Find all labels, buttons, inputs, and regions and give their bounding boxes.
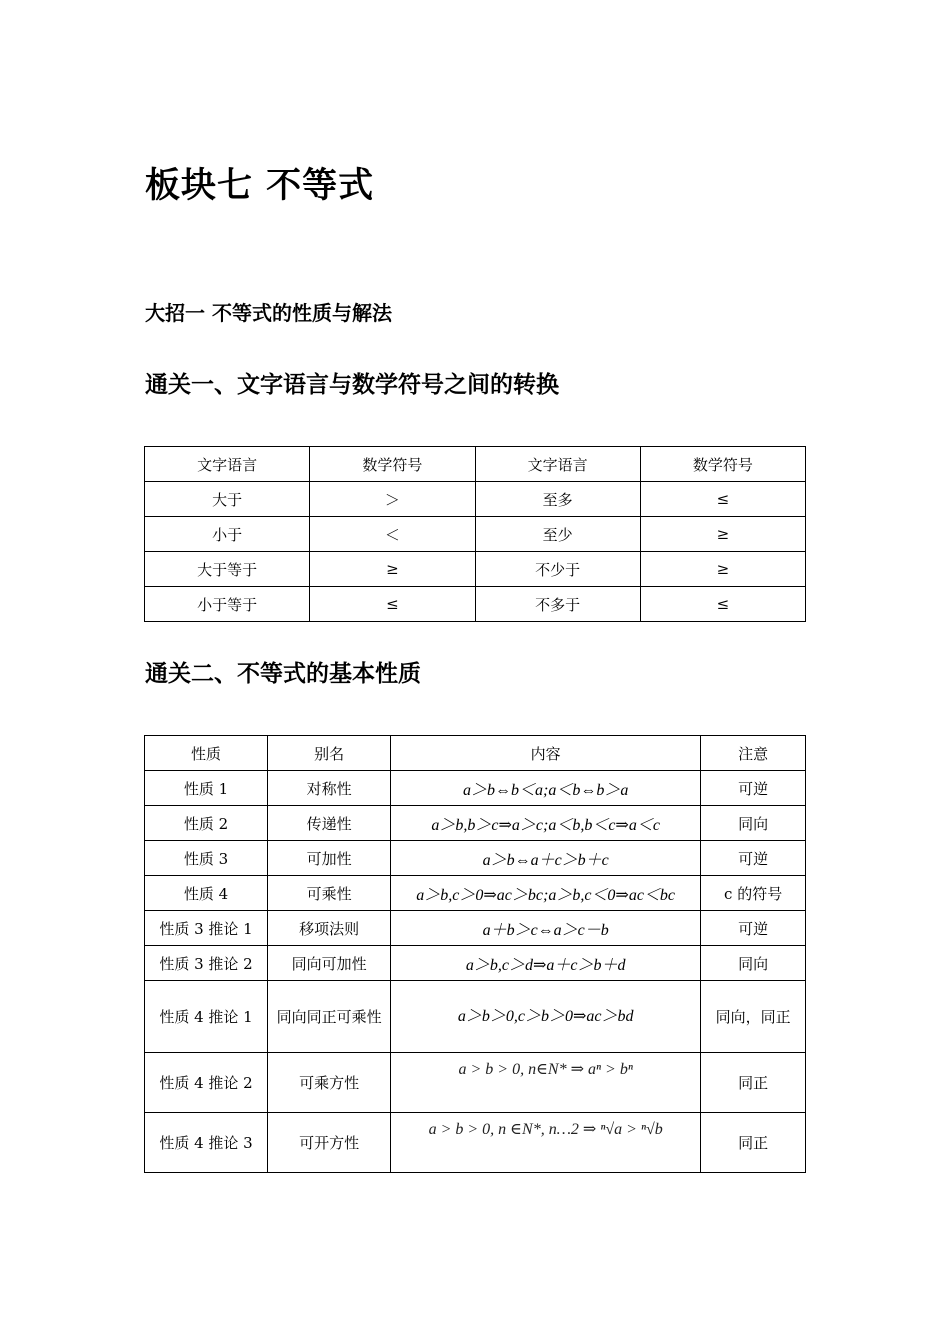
header-cell: 别名 <box>268 736 391 771</box>
table-cell: 传递性 <box>268 806 391 841</box>
table-cell: 性质 4 <box>145 876 268 911</box>
table-cell: ≤ <box>640 587 805 622</box>
table-cell: 大于 <box>145 482 310 517</box>
heading-properties: 通关二、不等式的基本性质 <box>145 661 421 687</box>
table-cell: 性质 4 推论 3 <box>145 1113 268 1173</box>
formula-image: a > b > 0, n∈N* ⇒ aⁿ > bⁿ <box>458 1060 633 1078</box>
table-row <box>145 911 806 946</box>
table-cell: 可乘性 <box>268 876 391 911</box>
header-cell: 文字语言 <box>475 447 640 482</box>
header-cell: 数学符号 <box>640 447 805 482</box>
formula-cell <box>391 1113 701 1173</box>
formula-image: a > b > 0, n ∈N*, n…2 ⇒ ⁿ√a > ⁿ√b <box>428 1120 663 1138</box>
table-row <box>145 981 806 1053</box>
formula-cell: a＞b,c＞d⇒a＋c＞b＋d <box>391 946 701 981</box>
table-cell: 性质 3 推论 1 <box>145 911 268 946</box>
table-cell: 大于等于 <box>145 552 310 587</box>
table-cell: 性质 3 <box>145 841 268 876</box>
table-cell: 性质 2 <box>145 806 268 841</box>
conversion-table <box>144 446 806 622</box>
table-cell: ＜ <box>310 517 475 552</box>
header-cell: 内容 <box>391 736 701 771</box>
properties-table <box>144 735 806 1173</box>
table-cell: c 的符号 <box>701 876 806 911</box>
table-cell: 可加性 <box>268 841 391 876</box>
table-row <box>145 771 806 806</box>
table-row <box>145 1113 806 1173</box>
table-cell: 性质 4 推论 1 <box>145 981 268 1053</box>
table-cell: 可逆 <box>701 841 806 876</box>
table-cell: ≥ <box>310 552 475 587</box>
table-cell: 不多于 <box>475 587 640 622</box>
table-row <box>145 1053 806 1113</box>
table-cell: 同向同正可乘性 <box>268 981 391 1053</box>
formula-cell: a＞b,b＞c⇒a＞c;a＜b,b＜c⇒a＜c <box>391 806 701 841</box>
table-cell: 不少于 <box>475 552 640 587</box>
table-cell: 至少 <box>475 517 640 552</box>
table-cell: 小于 <box>145 517 310 552</box>
table-row <box>145 876 806 911</box>
table-cell: 同正 <box>701 1113 806 1173</box>
table-cell: ≥ <box>640 552 805 587</box>
table-cell: ≤ <box>640 482 805 517</box>
table-cell: 同向 <box>701 946 806 981</box>
table-cell: 可逆 <box>701 911 806 946</box>
formula-cell: a＞b⇔a＋c＞b＋c <box>391 841 701 876</box>
heading-conversion: 通关一、文字语言与数学符号之间的转换 <box>145 372 559 398</box>
page-title: 板块七 不等式 <box>145 166 375 206</box>
table-row <box>145 587 806 622</box>
table-row <box>145 806 806 841</box>
table-cell: 可乘方性 <box>268 1053 391 1113</box>
table-row <box>145 517 806 552</box>
table-row <box>145 841 806 876</box>
formula-cell: a＞b,c＞0⇒ac＞bc;a＞b,c＜0⇒ac＜bc <box>391 876 701 911</box>
section-heading: 大招一 不等式的性质与解法 <box>145 301 392 325</box>
formula-cell: a＋b＞c⇔a＞c－b <box>391 911 701 946</box>
table-cell: 可逆 <box>701 771 806 806</box>
table-row <box>145 482 806 517</box>
table-row <box>145 946 806 981</box>
table-cell: 对称性 <box>268 771 391 806</box>
header-cell: 注意 <box>701 736 806 771</box>
table-cell: 同向，同正 <box>701 981 806 1053</box>
table-cell: 小于等于 <box>145 587 310 622</box>
formula-cell: a＞b⇔b＜a;a＜b⇔b＞a <box>391 771 701 806</box>
header-cell: 性质 <box>145 736 268 771</box>
formula-cell: a＞b＞0,c＞b＞0⇒ac＞bd <box>391 981 701 1053</box>
table-cell: 同正 <box>701 1053 806 1113</box>
table-cell: ≤ <box>310 587 475 622</box>
table-header-row <box>145 447 806 482</box>
table-cell: 移项法则 <box>268 911 391 946</box>
header-cell: 文字语言 <box>145 447 310 482</box>
header-cell: 数学符号 <box>310 447 475 482</box>
table-row <box>145 552 806 587</box>
table-cell: 至多 <box>475 482 640 517</box>
table-cell: ＞ <box>310 482 475 517</box>
table-cell: 性质 4 推论 2 <box>145 1053 268 1113</box>
table-cell: 同向 <box>701 806 806 841</box>
table-cell: 性质 3 推论 2 <box>145 946 268 981</box>
table-cell: 性质 1 <box>145 771 268 806</box>
table-header-row <box>145 736 806 771</box>
formula-cell <box>391 1053 701 1113</box>
table-cell: ≥ <box>640 517 805 552</box>
table-cell: 同向可加性 <box>268 946 391 981</box>
table-cell: 可开方性 <box>268 1113 391 1173</box>
